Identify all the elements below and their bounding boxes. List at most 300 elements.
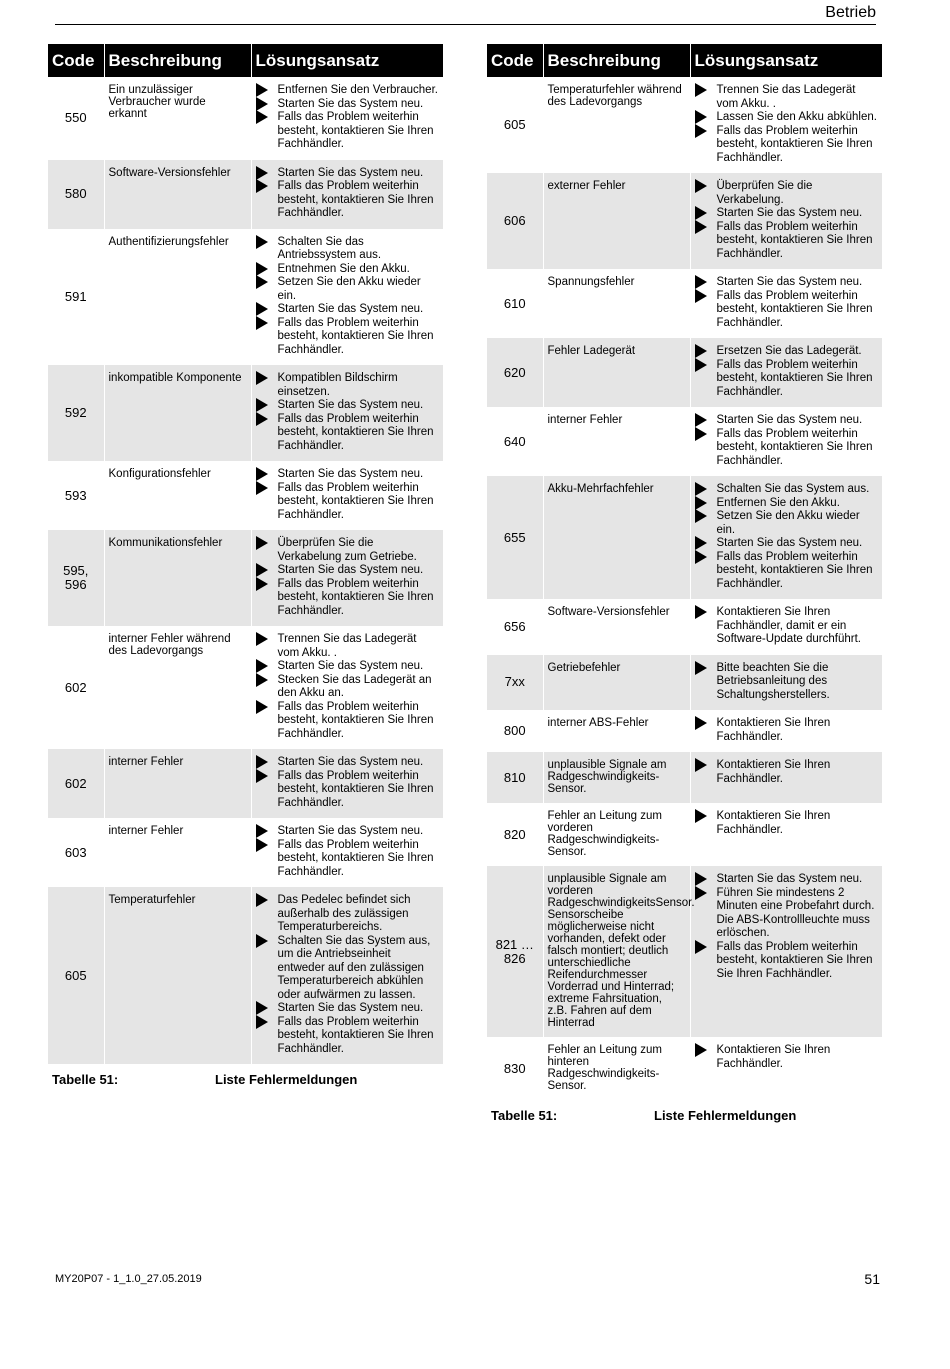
solution-step xyxy=(695,551,878,592)
solution-step-text: Entfernen Sie den Akku. xyxy=(716,496,840,509)
solution-steps xyxy=(695,717,878,744)
arrow-bullet-icon xyxy=(695,509,707,523)
solution-step xyxy=(256,1002,439,1016)
table-row xyxy=(487,269,882,338)
solution-step-text: Falls das Problem weiterhin besteht, kontaktieren Sie Ihren Fachhändler. xyxy=(716,550,873,590)
solution-step-text: Schalten Sie das Antriebssystem aus. xyxy=(277,235,382,261)
solution-step-text: Schalten Sie das System aus, um die Antriebseinheit entweder auf den zulässigen Temperaturbereich abkühlen oder aufwärmen zu lassen. xyxy=(277,934,431,1001)
table-row xyxy=(487,77,882,173)
error-code: 602 xyxy=(48,749,104,818)
arrow-bullet-icon xyxy=(256,110,268,124)
solution-steps xyxy=(256,756,439,810)
arrow-bullet-icon xyxy=(256,371,268,385)
error-description: interner Fehler xyxy=(104,749,251,818)
solution-cell xyxy=(251,229,443,366)
solution-step xyxy=(695,810,878,837)
solution-step xyxy=(256,276,439,303)
solution-step-text: Falls das Problem weiterhin besteht, kontaktieren Sie Ihren Fachhändler. xyxy=(277,316,434,356)
solution-step-text: Starten Sie das System neu. xyxy=(716,276,863,288)
solution-step-text: Falls das Problem weiterhin besteht, kontaktieren Sie Ihren Fachhändler. xyxy=(277,481,434,521)
solution-step xyxy=(256,167,439,181)
caption-label: Tabelle 51: xyxy=(491,1108,558,1123)
left-column xyxy=(48,44,443,1088)
solution-step-text: Setzen Sie den Akku wieder ein. xyxy=(277,276,421,302)
solution-steps xyxy=(256,633,439,741)
solution-step xyxy=(695,111,878,125)
solution-steps xyxy=(695,180,878,261)
solution-step xyxy=(695,887,878,941)
error-description: Fehler an Leitung zum hinteren Radgeschwindigkeits-Sensor. xyxy=(543,1037,690,1100)
solution-cell xyxy=(690,269,882,338)
solution-step xyxy=(256,236,439,263)
arrow-bullet-icon xyxy=(695,179,707,193)
solution-cell xyxy=(690,866,882,1037)
solution-step xyxy=(256,701,439,742)
column-header-description: Beschreibung xyxy=(104,44,251,77)
error-description: Authentifizierungsfehler xyxy=(104,229,251,366)
error-code: 610 xyxy=(503,295,526,311)
solution-step xyxy=(695,359,878,400)
solution-step xyxy=(256,894,439,935)
arrow-bullet-icon xyxy=(695,661,707,675)
solution-step xyxy=(256,180,439,221)
solution-step xyxy=(256,756,439,770)
arrow-bullet-icon xyxy=(256,700,268,714)
table-row xyxy=(487,407,882,476)
arrow-bullet-icon xyxy=(256,262,268,276)
solution-steps xyxy=(695,84,878,165)
error-description: externer Fehler xyxy=(543,173,690,269)
solution-step-text: Das Pedelec befindet sich außerhalb des zulässigen Temperaturbereichs. xyxy=(277,894,411,933)
solution-steps xyxy=(256,167,439,221)
solution-step-text: Falls das Problem weiterhin besteht, kontaktieren Sie Ihren Fachhändler. xyxy=(716,358,873,398)
arrow-bullet-icon xyxy=(256,893,268,907)
solution-step xyxy=(695,1044,878,1071)
solution-step-text: Falls das Problem weiterhin besteht, kontaktieren Sie Ihren Fachhändler. xyxy=(277,838,434,878)
error-code: 593 xyxy=(64,487,87,503)
solution-step-text: Kontaktieren Sie Ihren Fachhändler. xyxy=(716,1044,831,1070)
column-header-code: Code xyxy=(487,44,543,77)
table-row xyxy=(48,749,443,818)
table-caption xyxy=(487,1108,882,1124)
solution-step xyxy=(256,578,439,619)
arrow-bullet-icon xyxy=(256,275,268,289)
table-row xyxy=(487,710,882,752)
solution-cell xyxy=(251,461,443,530)
solution-step-text: Kontaktieren Sie Ihren Fachhändler. xyxy=(716,717,831,743)
arrow-bullet-icon xyxy=(256,481,268,495)
table-row xyxy=(48,365,443,461)
table-header-row xyxy=(48,44,443,77)
solution-step-text: Kompatiblen Bildschirm einsetzen. xyxy=(277,372,398,398)
solution-steps xyxy=(256,468,439,522)
error-code: 620 xyxy=(487,338,543,407)
error-description: unplausible Signale am vorderen RadgeschwindigkeitsSensor. Sensorscheibe möglicherweise nicht vorhanden, defekt oder falsch montiert; deutlich unterschiedliche Reifendurchmesser Vorderrad und Hinterrad; extreme Fahrsituation, z.B. Fahren auf dem Hinterrad xyxy=(543,866,690,1037)
solution-steps xyxy=(695,414,878,468)
solution-cell xyxy=(251,887,443,1064)
arrow-bullet-icon xyxy=(695,550,707,564)
solution-step-text: Starten Sie das System neu. xyxy=(277,399,424,411)
solution-step-text: Überprüfen Sie die Verkabelung. xyxy=(716,180,813,206)
solution-step xyxy=(256,482,439,523)
error-code: 605 xyxy=(503,117,526,132)
arrow-bullet-icon xyxy=(256,563,268,577)
column-header-code: Code xyxy=(48,44,104,77)
arrow-bullet-icon xyxy=(256,398,268,412)
solution-step xyxy=(695,84,878,111)
error-description: interner Fehler während des Ladevorgangs xyxy=(104,626,251,749)
solution-step-text: Falls das Problem weiterhin besteht, kontaktieren Sie Ihren Fachhändler. xyxy=(277,412,434,452)
solution-step-text: Falls das Problem weiterhin besteht, kontaktieren Sie Ihren Fachhändler. xyxy=(277,577,434,617)
arrow-bullet-icon xyxy=(695,413,707,427)
error-code: 592 xyxy=(48,365,104,461)
table-row xyxy=(487,476,882,599)
solution-step-text: Kontaktieren Sie Ihren Fachhändler. xyxy=(716,759,831,785)
error-code: 800 xyxy=(503,723,526,738)
arrow-bullet-icon xyxy=(695,124,707,138)
solution-step xyxy=(256,660,439,674)
table-body xyxy=(487,77,882,1100)
solution-step xyxy=(695,180,878,207)
solution-cell xyxy=(251,818,443,887)
solution-step-text: Entfernen Sie den Verbraucher. xyxy=(277,84,438,96)
arrow-bullet-icon xyxy=(695,872,707,886)
solution-step xyxy=(695,414,878,428)
arrow-bullet-icon xyxy=(695,275,707,289)
solution-step xyxy=(256,303,439,317)
solution-cell xyxy=(251,530,443,626)
error-code: 591 xyxy=(64,288,87,304)
error-description: inkompatible Komponente xyxy=(104,365,251,461)
arrow-bullet-icon xyxy=(256,235,268,249)
arrow-bullet-icon xyxy=(256,316,268,330)
error-code: 606 xyxy=(487,173,543,269)
error-code: 595, 596 xyxy=(48,530,104,626)
arrow-bullet-icon xyxy=(256,838,268,852)
error-description: Software-Versionsfehler xyxy=(543,599,690,655)
error-description: Fehler an Leitung zum vorderen Radgeschwindigkeits-Sensor. xyxy=(543,803,690,866)
solution-cell xyxy=(690,655,882,711)
arrow-bullet-icon xyxy=(256,412,268,426)
solution-step xyxy=(695,276,878,290)
right-column xyxy=(487,44,882,1124)
arrow-bullet-icon xyxy=(256,536,268,550)
solution-step-text: Starten Sie das System neu. xyxy=(277,468,424,480)
solution-cell xyxy=(690,476,882,599)
solution-step-text: Starten Sie das System neu. xyxy=(277,166,424,179)
arrow-bullet-icon xyxy=(256,824,268,838)
solution-cell xyxy=(251,749,443,818)
table-row xyxy=(487,599,882,655)
solution-step xyxy=(695,759,878,786)
solution-step-text: Falls das Problem weiterhin besteht, kontaktieren Sie Ihren Fachhändler. xyxy=(277,700,434,740)
solution-cell xyxy=(251,626,443,749)
solution-cell xyxy=(690,710,882,752)
error-description: Getriebefehler xyxy=(543,655,690,711)
solution-step xyxy=(256,372,439,399)
error-description: interner Fehler xyxy=(104,818,251,887)
error-code: 830 xyxy=(503,1060,526,1076)
solution-step xyxy=(256,98,439,112)
solution-steps xyxy=(256,825,439,879)
solution-steps xyxy=(256,537,439,618)
solution-cell xyxy=(690,77,882,173)
solution-step xyxy=(256,633,439,660)
table-caption xyxy=(48,1072,443,1088)
error-code: 550 xyxy=(64,110,87,126)
error-code: 640 xyxy=(503,433,526,449)
arrow-bullet-icon xyxy=(695,110,707,124)
solution-cell xyxy=(690,752,882,803)
solution-step xyxy=(256,770,439,811)
arrow-bullet-icon xyxy=(256,97,268,111)
solution-step xyxy=(256,317,439,358)
solution-step xyxy=(256,537,439,564)
solution-steps xyxy=(695,483,878,591)
arrow-bullet-icon xyxy=(256,755,268,769)
arrow-bullet-icon xyxy=(256,934,268,948)
solution-step xyxy=(695,662,878,703)
error-description: Akku-Mehrfachfehler xyxy=(543,476,690,599)
table-row xyxy=(487,803,882,866)
arrow-bullet-icon xyxy=(695,496,707,510)
solution-step xyxy=(695,221,878,262)
solution-step xyxy=(256,468,439,482)
solution-step-text: Starten Sie das System neu. xyxy=(716,414,863,426)
table-row xyxy=(48,229,443,366)
solution-step-text: Stecken Sie das Ladegerät an den Akku an. xyxy=(277,673,432,699)
arrow-bullet-icon xyxy=(695,716,707,730)
error-code: 580 xyxy=(48,160,104,229)
arrow-bullet-icon xyxy=(695,940,707,954)
solution-step-text: Starten Sie das System neu. xyxy=(277,1002,424,1014)
table-row xyxy=(487,655,882,711)
solution-step-text: Entnehmen Sie den Akku. xyxy=(277,262,410,275)
solution-steps xyxy=(256,84,439,152)
error-description: Temperaturfehler während des Ladevorgangs xyxy=(543,77,690,173)
solution-steps xyxy=(695,759,878,786)
arrow-bullet-icon xyxy=(256,83,268,97)
solution-step-text: Schalten Sie das System aus. xyxy=(716,483,870,495)
solution-step-text: Falls das Problem weiterhin besteht, kontaktieren Sie Ihren Fachhändler. xyxy=(716,220,873,260)
error-code: 605 xyxy=(48,887,104,1064)
solution-steps xyxy=(695,345,878,399)
solution-step xyxy=(256,84,439,98)
solution-cell xyxy=(251,365,443,461)
solution-steps xyxy=(695,1044,878,1071)
arrow-bullet-icon xyxy=(256,769,268,783)
table-row xyxy=(48,77,443,160)
solution-step xyxy=(695,873,878,887)
page-number: 51 xyxy=(864,1271,880,1287)
arrow-bullet-icon xyxy=(256,1001,268,1015)
table-row xyxy=(48,461,443,530)
solution-step xyxy=(695,717,878,744)
solution-step xyxy=(256,263,439,277)
error-code: 821 … 826 xyxy=(487,866,543,1037)
error-description: interner ABS-Fehler xyxy=(543,710,690,752)
solution-step-text: Falls das Problem weiterhin besteht, kontaktieren Sie Ihren Fachhändler. xyxy=(277,111,434,150)
solution-step-text: Falls das Problem weiterhin besteht, kontaktieren Sie Ihren Fachhändler. xyxy=(277,769,434,809)
solution-step-text: Bitte beachten Sie die Betriebsanleitung des Schaltungsherstellers. xyxy=(716,661,830,701)
solution-step-text: Lassen Sie den Akku abkühlen. xyxy=(716,111,877,123)
table-row xyxy=(48,530,443,626)
error-code: 820 xyxy=(503,826,526,842)
table-row xyxy=(487,338,882,407)
solution-step-text: Falls das Problem weiterhin besteht, kontaktieren Sie Ihren Sie Ihren Fachhändler. xyxy=(716,940,873,980)
arrow-bullet-icon xyxy=(695,83,707,97)
column-header-solution: Lösungsansatz xyxy=(251,44,443,77)
arrow-bullet-icon xyxy=(695,289,707,303)
solution-step-text: Starten Sie das System neu. xyxy=(277,660,424,672)
solution-cell xyxy=(251,160,443,229)
solution-step xyxy=(695,606,878,647)
error-code: 603 xyxy=(64,844,87,860)
solution-step-text: Falls das Problem weiterhin besteht, kontaktieren Sie Ihren Fachhändler. xyxy=(716,124,873,164)
table-row xyxy=(48,626,443,749)
arrow-bullet-icon xyxy=(695,344,707,358)
solution-cell xyxy=(690,407,882,476)
error-description: interner Fehler xyxy=(543,407,690,476)
solution-step xyxy=(695,345,878,359)
solution-step-text: Falls das Problem weiterhin besteht, kontaktieren Sie Ihren Fachhändler. xyxy=(277,1015,434,1055)
solution-step-text: Starten Sie das System neu. xyxy=(277,564,424,576)
error-description: Kommunikationsfehler xyxy=(104,530,251,626)
solution-step-text: Starten Sie das System neu. xyxy=(716,873,863,885)
solution-step-text: Führen Sie mindestens 2 Minuten eine Probefahrt durch. Die ABS-Kontrollleuchte muss erlöschen. xyxy=(716,886,875,939)
solution-step xyxy=(256,935,439,1003)
solution-step-text: Kontaktieren Sie Ihren Fachhändler, damit er ein Software-Update durchführt. xyxy=(716,606,861,645)
solution-step-text: Falls das Problem weiterhin besteht, kontaktieren Sie Ihren Fachhändler. xyxy=(716,289,873,329)
error-code: 7xx xyxy=(487,655,543,711)
error-table-left xyxy=(48,44,443,1064)
arrow-bullet-icon xyxy=(256,577,268,591)
arrow-bullet-icon xyxy=(695,220,707,234)
solution-steps xyxy=(695,606,878,647)
solution-step-text: Setzen Sie den Akku wieder ein. xyxy=(716,510,860,536)
solution-step xyxy=(256,564,439,578)
arrow-bullet-icon xyxy=(256,179,268,193)
arrow-bullet-icon xyxy=(256,673,268,687)
error-table-right xyxy=(487,44,882,1100)
solution-cell xyxy=(690,173,882,269)
arrow-bullet-icon xyxy=(695,206,707,220)
caption-title: Liste Fehlermeldungen xyxy=(215,1072,358,1087)
error-description: Konfigurationsfehler xyxy=(104,461,251,530)
table-header-row xyxy=(487,44,882,77)
arrow-bullet-icon xyxy=(695,886,707,900)
solution-step xyxy=(256,825,439,839)
error-code: 602 xyxy=(64,679,87,695)
solution-steps xyxy=(256,236,439,358)
solution-steps xyxy=(256,894,439,1056)
arrow-bullet-icon xyxy=(695,482,707,496)
solution-step-text: Überprüfen Sie die Verkabelung zum Getriebe. xyxy=(277,537,417,563)
solution-cell xyxy=(690,338,882,407)
solution-step xyxy=(256,399,439,413)
solution-step xyxy=(695,497,878,511)
document-id: MY20P07 - 1_1.0_27.05.2019 xyxy=(55,1273,202,1285)
solution-cell xyxy=(690,803,882,866)
arrow-bullet-icon xyxy=(256,659,268,673)
arrow-bullet-icon xyxy=(695,427,707,441)
arrow-bullet-icon xyxy=(695,536,707,550)
solution-steps xyxy=(695,276,878,330)
arrow-bullet-icon xyxy=(695,605,707,619)
solution-cell xyxy=(690,1037,882,1100)
solution-step-text: Starten Sie das System neu. xyxy=(277,825,424,837)
solution-step xyxy=(695,290,878,331)
arrow-bullet-icon xyxy=(695,358,707,372)
solution-step xyxy=(256,111,439,152)
solution-step-text: Starten Sie das System neu. xyxy=(716,537,863,549)
arrow-bullet-icon xyxy=(256,632,268,646)
error-description: Software-Versionsfehler xyxy=(104,160,251,229)
caption-label: Tabelle 51: xyxy=(52,1072,119,1087)
solution-step-text: Ersetzen Sie das Ladegerät. xyxy=(716,345,862,357)
solution-step-text: Falls das Problem weiterhin besteht, kontaktieren Sie Ihren Fachhändler. xyxy=(716,427,873,467)
solution-step-text: Starten Sie das System neu. xyxy=(277,303,424,315)
error-description: Spannungsfehler xyxy=(543,269,690,338)
solution-step xyxy=(695,125,878,166)
column-header-solution: Lösungsansatz xyxy=(690,44,882,77)
arrow-bullet-icon xyxy=(256,1015,268,1029)
error-code: 656 xyxy=(503,618,526,634)
solution-step xyxy=(695,207,878,221)
table-row xyxy=(487,1037,882,1100)
solution-step xyxy=(695,941,878,982)
table-row xyxy=(48,160,443,229)
arrow-bullet-icon xyxy=(256,166,268,180)
error-description: unplausible Signale am Radgeschwindigkeits-Sensor. xyxy=(543,752,690,803)
table-row xyxy=(487,752,882,803)
solution-steps xyxy=(695,873,878,981)
solution-step-text: Trennen Sie das Ladegerät vom Akku. . xyxy=(277,633,417,659)
solution-step-text: Falls das Problem weiterhin besteht, kontaktieren Sie Ihren Fachhändler. xyxy=(277,180,434,219)
section-title: Betrieb xyxy=(825,4,876,21)
table-row xyxy=(48,887,443,1064)
solution-step xyxy=(695,483,878,497)
arrow-bullet-icon xyxy=(695,1043,707,1057)
solution-step xyxy=(256,413,439,454)
solution-step-text: Trennen Sie das Ladegerät vom Akku. . xyxy=(716,84,856,110)
table-body xyxy=(48,77,443,1064)
solution-cell xyxy=(251,77,443,160)
table-row xyxy=(48,818,443,887)
solution-step-text: Kontaktieren Sie Ihren Fachhändler. xyxy=(716,810,831,836)
caption-title: Liste Fehlermeldungen xyxy=(654,1108,797,1123)
arrow-bullet-icon xyxy=(256,467,268,481)
solution-step xyxy=(256,839,439,880)
error-code: 655 xyxy=(487,476,543,599)
arrow-bullet-icon xyxy=(695,758,707,772)
solution-steps xyxy=(256,372,439,453)
solution-step xyxy=(695,537,878,551)
solution-cell xyxy=(690,599,882,655)
solution-step xyxy=(695,428,878,469)
error-description: Ein unzulässiger Verbraucher wurde erkannt xyxy=(104,77,251,160)
solution-step-text: Starten Sie das System neu. xyxy=(277,756,424,768)
column-header-description: Beschreibung xyxy=(543,44,690,77)
error-code: 810 xyxy=(487,752,543,803)
solution-step xyxy=(256,1016,439,1057)
solution-step-text: Starten Sie das System neu. xyxy=(716,207,863,219)
solution-steps xyxy=(695,810,878,837)
table-row xyxy=(487,866,882,1037)
solution-step xyxy=(256,674,439,701)
arrow-bullet-icon xyxy=(256,302,268,316)
solution-steps xyxy=(695,662,878,703)
